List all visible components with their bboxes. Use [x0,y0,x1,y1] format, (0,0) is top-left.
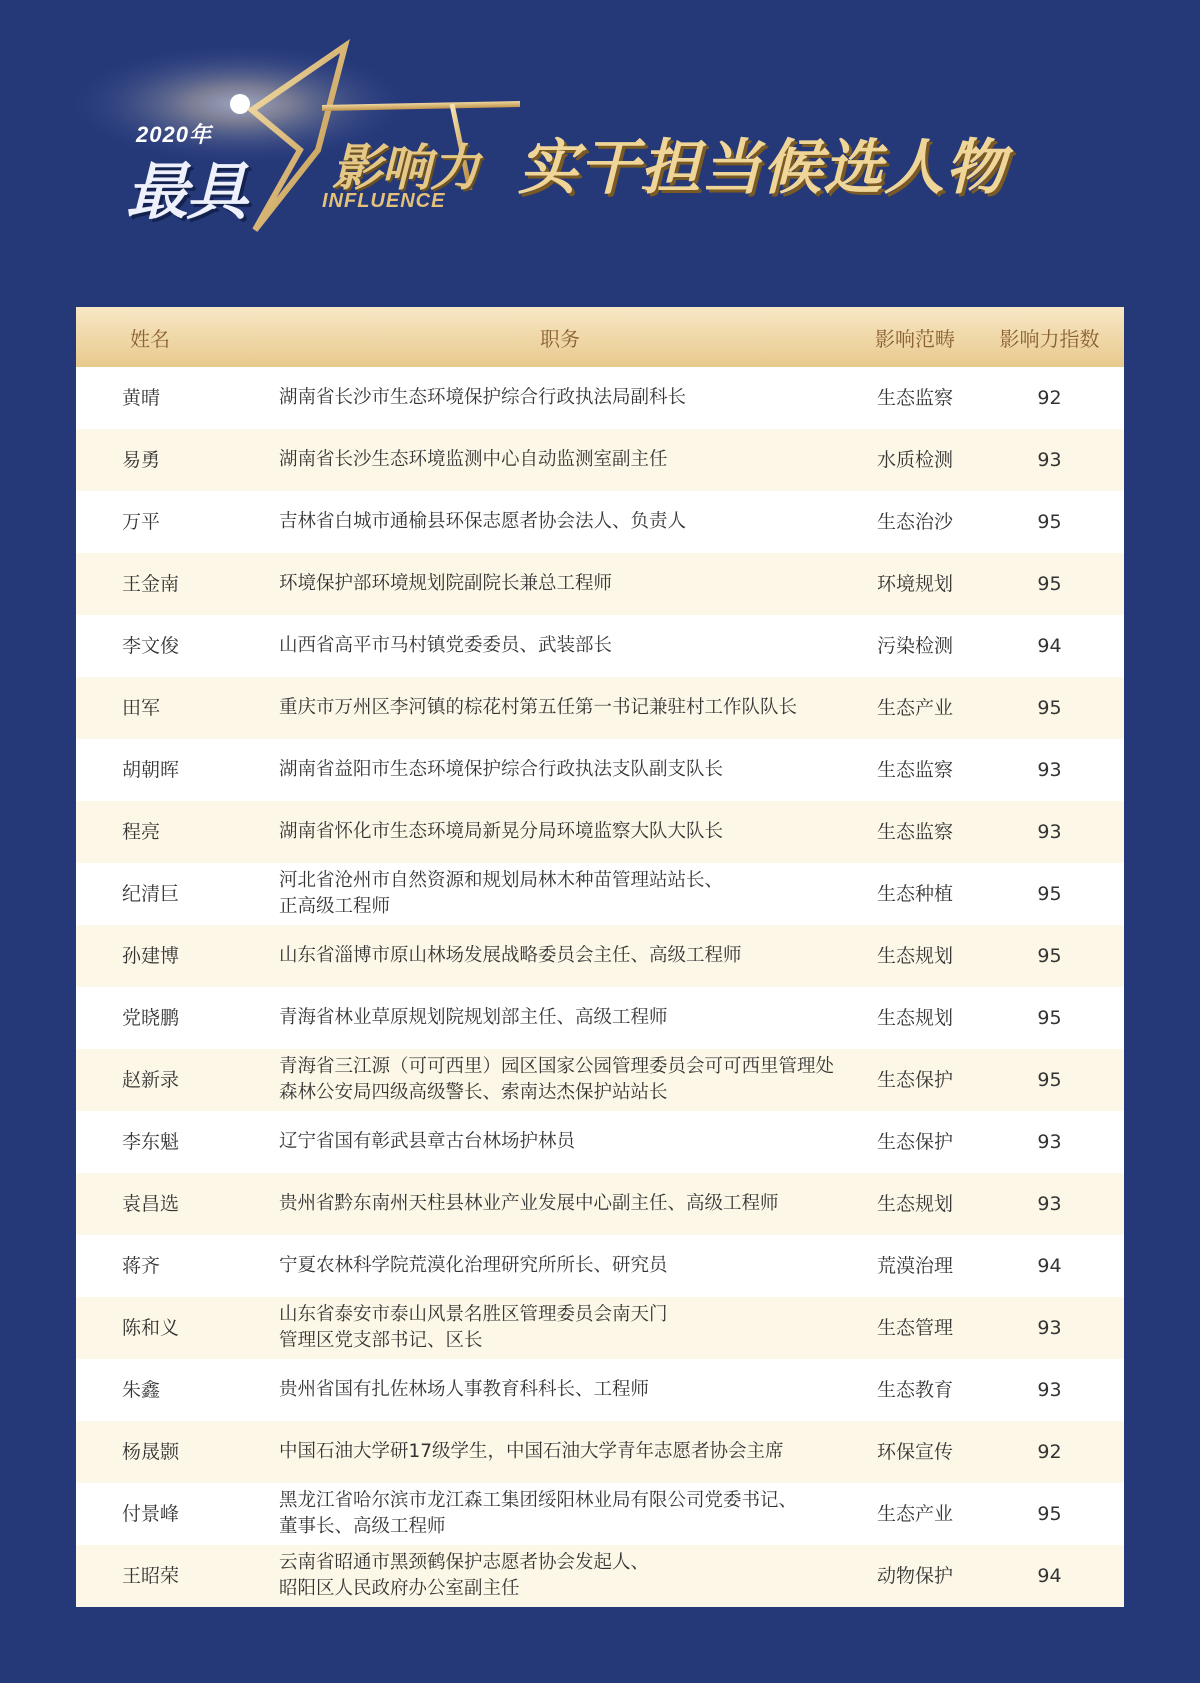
cell-category: 水质检测 [876,449,953,471]
cell-name: 赵新录 [122,1069,180,1091]
cell-influence-index: 93 [1037,1131,1062,1153]
table-header [76,307,1124,367]
column-header-name: 姓名 [130,326,170,351]
cell-influence-index: 93 [1037,1317,1062,1339]
cell-category: 环保宣传 [876,1441,953,1463]
table-row [76,1049,1124,1111]
table-row [76,987,1124,1049]
cell-influence-index: 93 [1037,1379,1062,1401]
cell-name: 黄晴 [122,387,161,409]
cell-influence-index: 94 [1037,635,1062,657]
cell-influence-index: 93 [1037,759,1062,781]
cell-position: 湖南省怀化市生态环境局新晃分局环境监察大队大队长 [279,821,724,842]
cell-influence-index: 95 [1037,945,1062,967]
cell-name: 王金南 [122,573,180,595]
cell-category: 污染检测 [876,635,953,657]
column-header-category: 影响范畴 [875,326,955,351]
cell-influence-index: 92 [1037,1441,1062,1463]
table-row [76,1545,1124,1607]
cell-name: 孙建博 [122,945,180,967]
cell-position: 青海省三江源（可可西里）园区国家公园管理委员会可可西里管理处 森林公安局四级高级警长、索南达杰保护站站长 [279,1056,835,1103]
cell-name: 杨晟颢 [122,1441,180,1463]
cell-influence-index: 94 [1037,1565,1062,1587]
column-header-index: 影响力指数 [999,326,1100,351]
cell-name: 田军 [122,697,161,719]
cell-category: 动物保护 [876,1565,953,1587]
column-header-position: 职务 [540,326,580,351]
cell-name: 李东魁 [122,1131,180,1153]
cell-position: 云南省昭通市黑颈鹤保护志愿者协会发起人、 昭阳区人民政府办公室副主任 [279,1552,650,1599]
cell-category: 荒漠治理 [876,1255,953,1277]
cell-position: 重庆市万州区李河镇的棕花村第五任第一书记兼驻村工作队队长 [279,697,798,718]
cell-position: 山东省泰安市泰山风景名胜区管理委员会南天门 管理区党支部书记、区长 [279,1304,668,1351]
cell-category: 生态产业 [876,697,953,719]
cell-influence-index: 95 [1037,697,1062,719]
table-row [76,1297,1124,1359]
table-row [76,367,1124,429]
year-label: 2020年 [136,122,212,147]
cell-name: 付景峰 [122,1503,180,1525]
cell-category: 生态监察 [876,821,953,843]
table-row [76,801,1124,863]
cell-category: 环境规划 [876,573,953,595]
cell-influence-index: 95 [1037,573,1062,595]
table-row [76,553,1124,615]
cell-category: 生态监察 [876,759,953,781]
cell-name: 纪清巨 [122,883,180,905]
cell-position: 宁夏农林科学院荒漠化治理研究所所长、研究员 [279,1255,668,1276]
cell-name: 易勇 [122,449,161,471]
title-banner [0,0,1200,300]
cell-category: 生态规划 [876,1007,953,1029]
cell-name: 李文俊 [122,635,180,657]
cell-position: 山东省淄博市原山林场发展战略委员会主任、高级工程师 [279,945,742,966]
cell-position: 河北省沧州市自然资源和规划局林木种苗管理站站长、 正高级工程师 [279,870,724,917]
cell-influence-index: 95 [1037,883,1062,905]
cell-influence-index: 92 [1037,387,1062,409]
cell-name: 程亮 [122,821,161,843]
table-row [76,1421,1124,1483]
cell-influence-index: 93 [1037,449,1062,471]
cell-name: 蒋齐 [122,1255,161,1277]
cell-position: 湖南省长沙生态环境监测中心自动监测室副主任 [279,449,668,470]
candidate-table [76,307,1124,1607]
cell-name: 王昭荣 [122,1565,180,1587]
cell-name: 朱鑫 [122,1379,161,1401]
cell-category: 生态教育 [876,1379,953,1401]
cell-category: 生态治沙 [876,511,953,533]
cell-influence-index: 95 [1037,1503,1062,1525]
cell-position: 中国石油大学研17级学生，中国石油大学青年志愿者协会主席 [279,1441,784,1462]
cell-category: 生态种植 [876,883,953,905]
cell-position: 贵州省国有扎佐林场人事教育科科长、工程师 [279,1379,650,1400]
cell-name: 万平 [122,511,161,533]
influence-english: INFLUENCE [322,190,446,212]
cell-category: 生态保护 [876,1131,953,1153]
cell-category: 生态规划 [876,945,953,967]
table-row [76,1111,1124,1173]
table-row [76,1173,1124,1235]
table-row [76,1483,1124,1545]
cell-category: 生态管理 [876,1317,953,1339]
table-row [76,925,1124,987]
cell-category: 生态规划 [876,1193,953,1215]
table-row [76,491,1124,553]
cell-name: 胡朝晖 [122,759,180,781]
cell-influence-index: 93 [1037,821,1062,843]
table-body [76,367,1124,1607]
table-row [76,677,1124,739]
table-row [76,1235,1124,1297]
influence-title: 影响力 [332,139,479,197]
cell-influence-index: 95 [1037,1069,1062,1091]
cell-category: 生态监察 [876,387,953,409]
cell-position: 湖南省长沙市生态环境保护综合行政执法局副科长 [279,387,687,408]
cell-name: 陈和义 [122,1317,180,1339]
cell-name: 党晓鹏 [122,1007,180,1029]
cell-position: 贵州省黔东南州天柱县林业产业发展中心副主任、高级工程师 [279,1193,779,1214]
table-row [76,739,1124,801]
cell-position: 湖南省益阳市生态环境保护综合行政执法支队副支队长 [279,759,724,780]
table-row [76,615,1124,677]
cell-influence-index: 93 [1037,1193,1062,1215]
cell-position: 山西省高平市马村镇党委委员、武装部长 [279,635,613,656]
cell-position: 吉林省白城市通榆县环保志愿者协会法人、负责人 [279,511,687,532]
page-title: 实干担当候选人物 [518,133,1006,203]
cell-position: 黑龙江省哈尔滨市龙江森工集团绥阳林业局有限公司党委书记、 董事长、高级工程师 [279,1490,798,1537]
cell-category: 生态保护 [876,1069,953,1091]
cell-position: 环境保护部环境规划院副院长兼总工程师 [279,573,613,594]
table-row [76,863,1124,925]
cell-influence-index: 94 [1037,1255,1062,1277]
table-row [76,1359,1124,1421]
cell-influence-index: 95 [1037,1007,1062,1029]
cell-category: 生态产业 [876,1503,953,1525]
cell-name: 袁昌选 [122,1193,180,1215]
cell-position: 辽宁省国有彰武县章古台林场护林员 [279,1131,576,1152]
table-row [76,429,1124,491]
cell-influence-index: 95 [1037,511,1062,533]
prefix-title: 最具 [126,155,247,228]
cell-position: 青海省林业草原规划院规划部主任、高级工程师 [279,1007,668,1028]
